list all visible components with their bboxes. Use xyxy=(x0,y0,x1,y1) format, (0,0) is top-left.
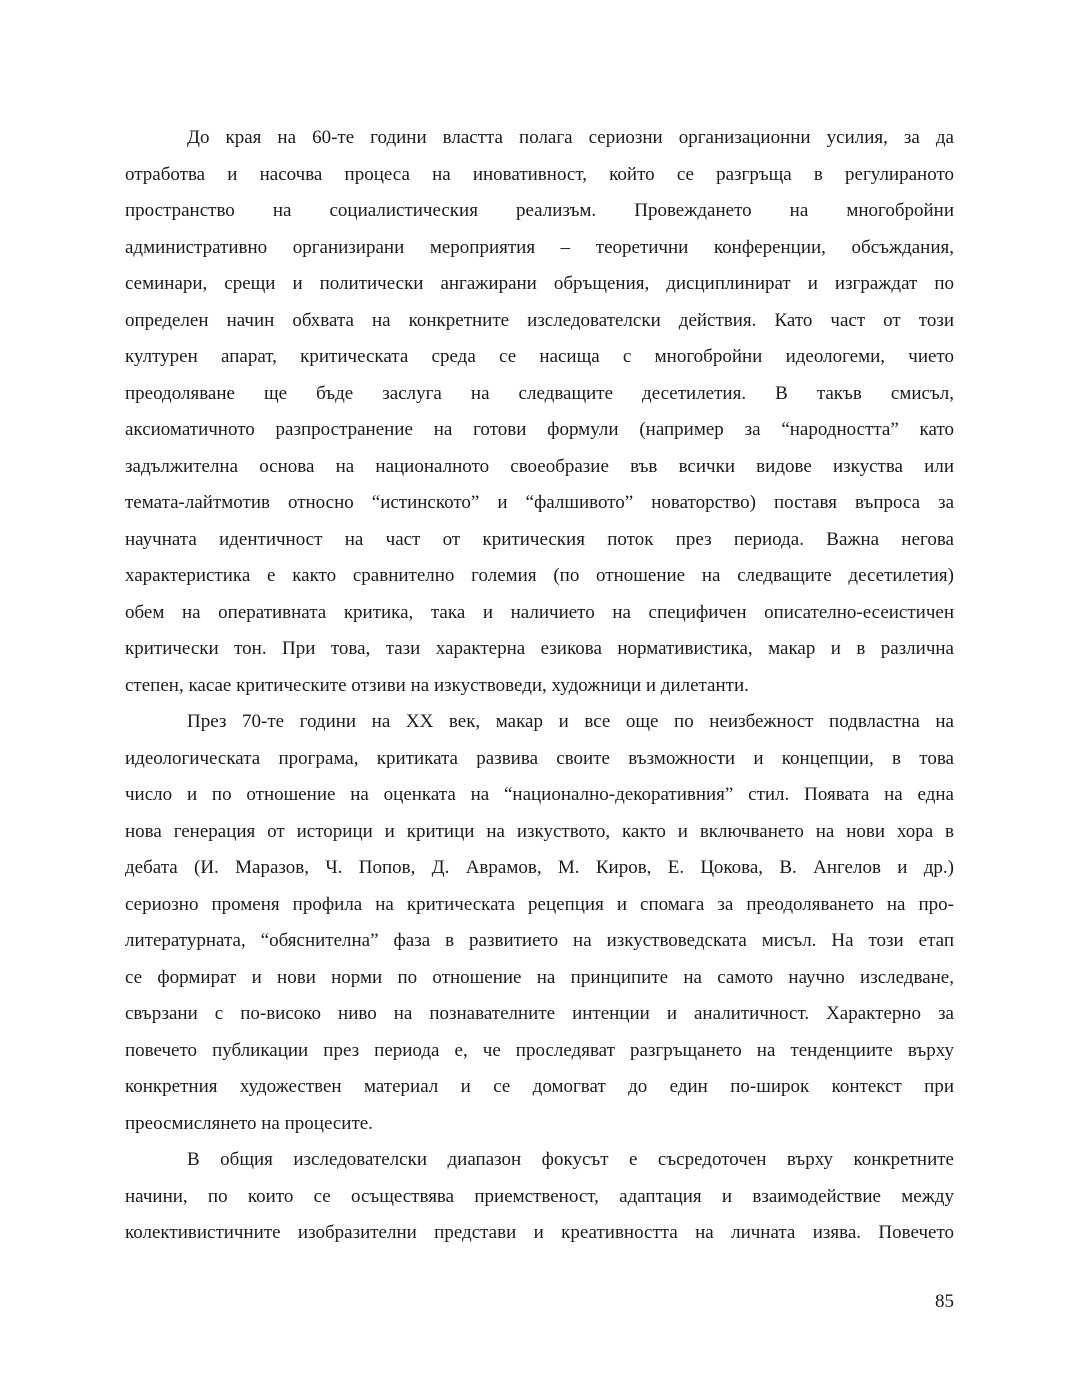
text-line: критически тон. При това, тази характерна езикова нормативистика, макар и в различна xyxy=(125,638,954,659)
text-line: идеологическата програма, критиката развива своите възможности и концепции, в това xyxy=(125,747,954,769)
text-line: семинари, срещи и политически ангажирани обръщения, дисциплинират и изграждат по xyxy=(125,273,954,294)
text-line: характеристика е както сравнително големия (по отношение на следващите десетилетия) xyxy=(125,565,954,586)
text-line: задължителна основа на националното своеобразие във всички видове изкуства или xyxy=(125,455,954,477)
page-number: 85 xyxy=(935,1291,954,1312)
paragraph-2 xyxy=(125,704,954,1142)
text-line: се формират и нови норми по отношение на принципите на самото научно изследване, xyxy=(125,966,954,988)
paragraph-1 xyxy=(125,120,954,704)
text-line: обем на оперативната критика, така и наличието на специфичен описателно-есеистичен xyxy=(125,601,954,623)
text-line: преодоляване ще бъде заслуга на следващите десетилетия. В такъв смисъл, xyxy=(125,382,954,404)
text-line: начини, по които се осъществява приемственост, адаптация и взаимодействие между xyxy=(125,1185,954,1207)
body-text xyxy=(125,120,954,1252)
text-line: повечето публикации през периода е, че проследяват разгръщането на тенденциите върху xyxy=(125,1039,954,1061)
paragraph-3 xyxy=(125,1142,954,1252)
text-line: През 70-те години на XX век, макар и все още по неизбежност подвластна на xyxy=(187,711,954,732)
text-line: В общия изследователски диапазон фокусът е съсредоточен върху конкретните xyxy=(187,1149,954,1170)
text-line: научната идентичност на част от критическия поток през периода. Важна негова xyxy=(125,528,954,550)
text-line: свързани с по-високо ниво на познавателните интенции и аналитичност. Характерно за xyxy=(125,1003,954,1024)
text-line: дебата (И. Маразов, Ч. Попов, Д. Аврамов, М. Киров, Е. Цокова, В. Ангелов и др.) xyxy=(125,857,954,878)
text-line: темата-лайтмотив относно “истинското” и “фалшивото” новаторство) поставя въпроса за xyxy=(125,492,954,513)
text-line: число и по отношение на оценката на “национално-декоративния” стил. Появата на една xyxy=(125,784,954,805)
text-line: отработва и насочва процеса на иновативност, който се разгръща в регулираното xyxy=(125,163,954,185)
text-line: аксиоматичното разпространение на готови формули (например за “народността” като xyxy=(125,419,954,440)
text-line: литературната, “обяснителна” фаза в развитието на изкуствоведската мисъл. На този етап xyxy=(125,930,954,951)
text-line: пространство на социалистическия реализъм. Провеждането на многобройни xyxy=(125,200,954,221)
text-line: сериозно променя профила на критическата рецепция и спомага за преодоляването на про- xyxy=(125,893,954,915)
text-line: преосмислянето на процесите. xyxy=(125,1112,373,1134)
text-line: степен, касае критическите отзиви на изкуствоведи, художници и дилетанти. xyxy=(125,674,749,696)
text-line: До края на 60-те години властта полага сериозни организационни усилия, за да xyxy=(187,127,954,148)
text-line: колективистичните изобразителни представи и креативността на личната изява. Повечето xyxy=(125,1222,954,1243)
text-line: културен апарат, критическата среда се насища с многобройни идеологеми, чието xyxy=(125,346,954,367)
text-line: определен начин обхвата на конкретните изследователски действия. Като част от този xyxy=(125,309,954,331)
text-line: административно организирани мероприятия – теоретични конференции, обсъждания, xyxy=(125,236,954,258)
text-line: конкретния художествен материал и се домогват до един по-широк контекст при xyxy=(125,1076,954,1097)
text-line: нова генерация от историци и критици на изкуството, както и включването на нови хора в xyxy=(125,820,954,842)
